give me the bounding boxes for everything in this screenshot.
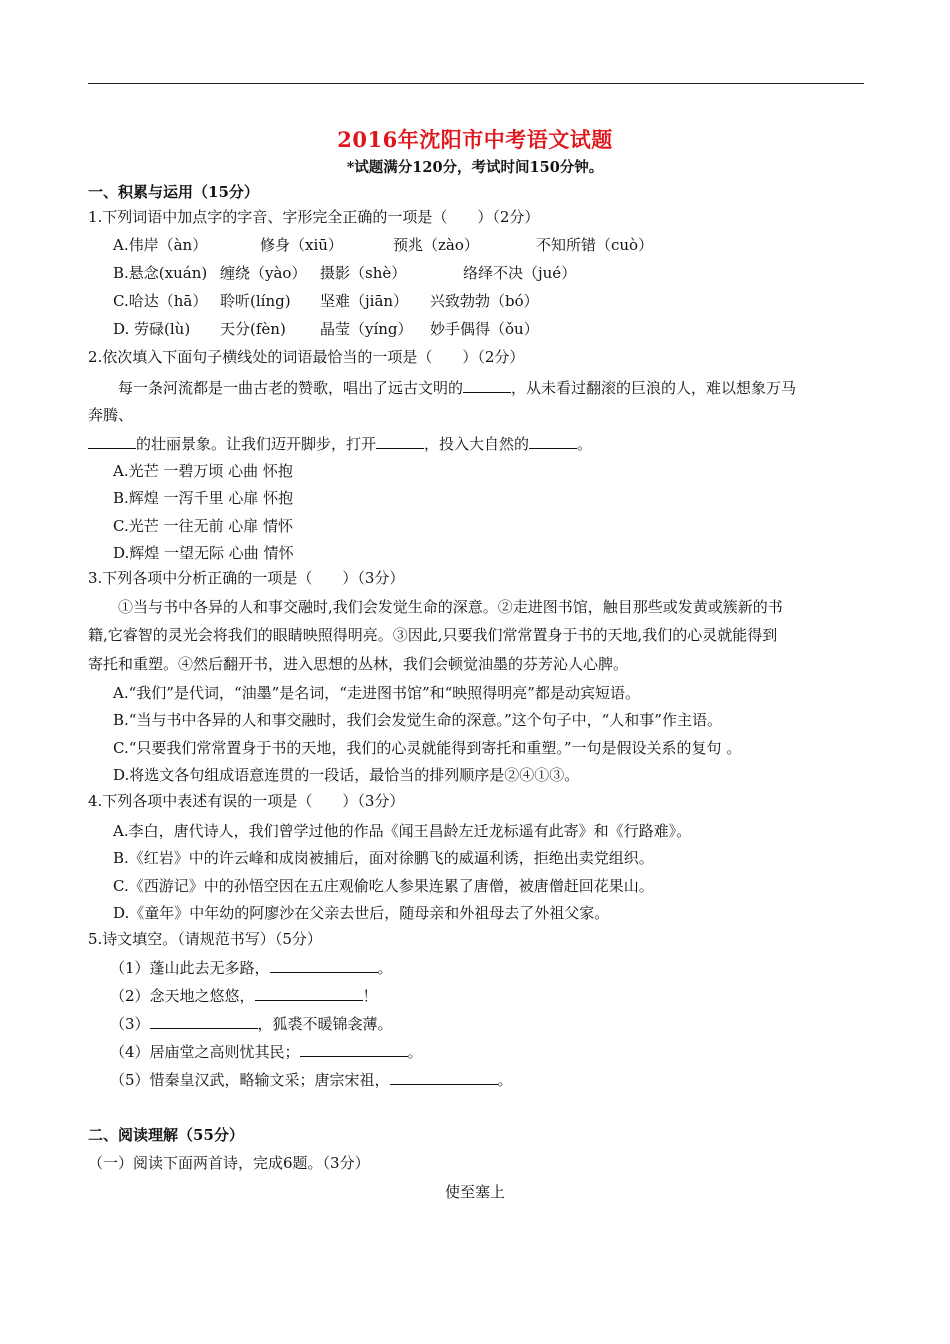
q5-5-blank <box>390 1070 498 1085</box>
q3-option-d: D.将选文各句组成语意连贯的一段话，最恰当的排列顺序是②④①③。 <box>113 766 580 784</box>
q5-line-4 <box>110 1042 423 1062</box>
q2-text-3: 的壮丽景象。让我们迈开脚步，打开 <box>136 435 377 453</box>
q5-4-end: 。 <box>407 1043 423 1061</box>
q1a-2: 修身（xiū） <box>260 236 343 254</box>
q2-option-b: B.辉煌 一泻千里 心扉 怀抱 <box>113 489 294 507</box>
q2-option-d: D.辉煌 一望无际 心曲 情怀 <box>113 544 294 562</box>
q1b-4: 络绎不决（jué） <box>463 264 577 282</box>
q2-text-4: ，投入大自然的 <box>424 435 530 453</box>
q2-blank-2 <box>88 434 136 449</box>
q2-blank-3 <box>376 434 424 449</box>
poem-title: 使至塞上 <box>444 1183 505 1201</box>
q3-option-b: B.“当与书中各异的人和事交融时，我们会发觉生命的深意。”这个句子中，“人和事”作主语。 <box>113 711 722 729</box>
q2-stem: 2.依次填入下面句子横线处的词语最恰当的一项是（ ）（2分） <box>88 348 525 366</box>
q2-passage-line3 <box>88 434 592 454</box>
q5-4-text: （4）居庙堂之高则忧其民； <box>110 1043 300 1061</box>
q1c-4: 兴致勃勃（bó） <box>430 292 539 310</box>
q3-passage-line1: ①当与书中各异的人和事交融时,我们会发觉生命的深意。②走进图书馆，触目那些或发黄或簇新的书 <box>118 598 783 616</box>
q1-option-b <box>113 263 576 283</box>
q1a-4: 不知所错（cuò） <box>536 236 654 254</box>
q1a-3: 预兆（zào） <box>393 236 479 254</box>
q3-option-a: A.“我们”是代词，“油墨”是名词，“走进图书馆”和“映照得明亮”都是动宾短语。 <box>113 684 640 702</box>
q1c-3: 坚难（jiān） <box>320 292 409 310</box>
q1b-3: 摄影（shè） <box>320 264 407 282</box>
q5-4-blank <box>300 1042 408 1057</box>
q5-1-blank <box>270 958 378 973</box>
q2-blank-4 <box>529 434 577 449</box>
q5-3-blank <box>150 1014 258 1029</box>
q5-1-end: 。 <box>377 959 393 977</box>
q4-option-d: D.《童年》中年幼的阿廖沙在父亲去世后，随母亲和外祖母去了外祖父家。 <box>113 904 610 922</box>
q1d-4: 妙手偶得（ǒu） <box>430 320 539 338</box>
q1a-1: A.伟岸（àn） <box>113 236 208 254</box>
q1d-3: 晶莹（yíng） <box>320 320 413 338</box>
q4-stem: 4.下列各项中表述有误的一项是（ ）（3分） <box>88 792 405 810</box>
q5-line-2 <box>110 986 378 1006</box>
q5-3-end: ，狐裘不暖锦衾薄。 <box>257 1015 393 1033</box>
q4-option-b: B.《红岩》中的许云峰和成岗被捕后，面对徐鹏飞的威逼利诱，拒绝出卖党组织。 <box>113 849 654 867</box>
q2-text-5: 。 <box>577 435 593 453</box>
q2-option-a: A.光芒 一碧万顷 心曲 怀抱 <box>113 462 293 480</box>
q1-option-d <box>113 319 539 339</box>
section-2-heading: 二、阅读理解（55分） <box>88 1126 244 1144</box>
q1d-1: D. 劳碌(lù) <box>113 320 191 338</box>
q4-option-c: C.《西游记》中的孙悟空因在五庄观偷吃人参果连累了唐僧，被唐僧赶回花果山。 <box>113 877 654 895</box>
q3-stem: 3.下列各项中分析正确的一项是（ ）（3分） <box>88 569 405 587</box>
q1d-2: 天分(fèn) <box>220 320 286 338</box>
q5-5-text: （5）惜秦皇汉武，略输文采；唐宗宋祖， <box>110 1071 390 1089</box>
q2-passage-line2: 奔腾、 <box>88 406 134 424</box>
q5-5-end: 。 <box>497 1071 513 1089</box>
q3-option-c: C.“只要我们常常置身于书的天地，我们的心灵就能得到寄托和重塑。”一句是假设关系的复句 。 <box>113 739 742 757</box>
q3-passage-line3: 寄托和重塑。④然后翻开书，进入思想的丛林，我们会顿觉油墨的芬芳沁人心脾。 <box>88 655 629 673</box>
q1c-1: C.哈达（hā） <box>113 292 208 310</box>
q2-text-2: ，从未看过翻滚的巨浪的人，难以想象万马 <box>511 379 797 397</box>
q1-stem: 1.下列词语中加点字的字音、字形完全正确的一项是（ ）（2分） <box>88 208 540 226</box>
q5-2-text: （2）念天地之悠悠， <box>110 987 255 1005</box>
q5-stem: 5.诗文填空。（请规范书写）（5分） <box>88 930 322 948</box>
q5-1-text: （1）蓬山此去无多路， <box>110 959 270 977</box>
part-1-instruction: （一）阅读下面两首诗，完成6题。（3分） <box>88 1154 370 1172</box>
q4-option-a: A.李白，唐代诗人，我们曾学过他的作品《闻王昌龄左迁龙标遥有此寄》和《行路难》。 <box>113 822 692 840</box>
q2-option-c: C.光芒 一往无前 心扉 情怀 <box>113 517 294 535</box>
q2-text-1: 每一条河流都是一曲古老的赞歌，唱出了远古文明的 <box>118 379 464 397</box>
top-rule <box>88 83 864 84</box>
q2-blank-1 <box>463 378 511 393</box>
q2-passage-line1 <box>118 378 796 398</box>
q5-2-blank <box>255 986 363 1001</box>
q5-line-3 <box>110 1014 393 1034</box>
q5-line-1 <box>110 958 393 978</box>
q5-2-end: ！ <box>362 987 378 1005</box>
exam-note: *试题满分120分，考试时间150分钟。 <box>346 159 604 176</box>
q1-option-a <box>113 235 653 255</box>
q1c-2: 聆听(líng) <box>220 292 291 310</box>
q1b-1: B.悬念(xuán) <box>113 264 208 282</box>
q5-3-text: （3） <box>110 1015 150 1033</box>
q1-option-c <box>113 291 539 311</box>
q1b-2: 缠绕（yào） <box>220 264 307 282</box>
page-title: 2016年沈阳市中考语文试题 <box>337 127 613 152</box>
q5-line-5 <box>110 1070 513 1090</box>
section-1-heading: 一、积累与运用（15分） <box>88 183 259 201</box>
q3-passage-line2: 籍,它睿智的灵光会将我们的眼睛映照得明亮。③因此,只要我们常常置身于书的天地,我们的心灵就能得到 <box>88 626 778 644</box>
